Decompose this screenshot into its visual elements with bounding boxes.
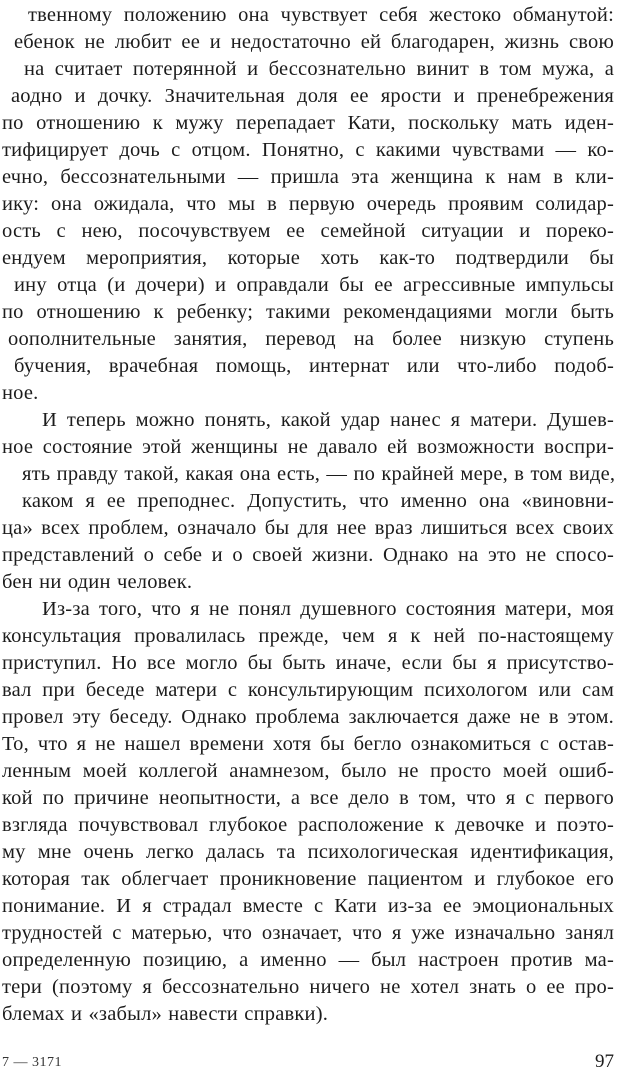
text-line: То, что я не нашел времени хотя бы бегло ознакомиться с остав- [2,733,614,755]
text-line: твенному положению она чувствует себя жестоко обманутой: [28,4,614,26]
text-line: блемах и «забыл» навести справки). [2,1003,329,1025]
text-line: му мне очень легко далась та психологическая идентификация, [2,841,614,863]
text-line: ендуем мероприятия, которые хоть как-то подтвердили бы [2,247,614,269]
text-line: кой по причине неопытности, а все дело в том, что я с первого [2,787,614,809]
printer-signature: 7 — 3171 [2,1055,62,1070]
text-line: ное. [2,382,39,404]
text-line: оополнительные занятия, перевод на более низкую ступень [8,328,614,350]
text-line: по отношению к ребенку; такими рекомендациями могли быть [2,301,614,323]
text-line: представлений о себе и о своей жизни. Однако на это не спосо- [2,544,614,566]
text-line: ечно, бессознательными — пришла эта женщина к нам в кли- [2,166,614,188]
text-line: тери (поэтому я бессознательно ничего не хотел знать о ее про- [2,976,614,998]
text-line: которая так облегчает проникновение пациентом и глубокое его [2,868,614,890]
text-line: бучения, врачебная помощь, интернат или что-либо подоб- [14,355,614,377]
text-line: по отношению к мужу перепадает Кати, поскольку мать иден- [2,112,614,134]
text-line: взгляда почувствовал глубокое расположение к девочке и поэто- [2,814,614,836]
text-line: вал при беседе матери с консультирующим психологом или сам [2,679,614,701]
text-line: ику: она ожидала, что мы в первую очередь проявим солидар- [2,193,614,215]
text-line: ять правду такой, какая она есть, — по крайней мере, в том виде, [22,463,616,485]
text-line: ное состояние этой женщины не давало ей возможности воспри- [2,436,614,458]
text-line: консультация провалилась прежде, чем я к ней по-настоящему [2,625,614,647]
text-line: каком я ее преподнес. Допустить, что именно она «виновни- [22,490,614,512]
text-line: бен ни один человек. [2,571,193,593]
paragraph-first-line: Из-за того, что я не понял душевного состояния матери, моя [42,598,614,620]
text-line: аодно и дочку. Значительная доля ее ярости и пренебрежения [11,85,614,107]
text-line: на считает потерянной и бессознательно винит в том мужа, а [24,58,614,80]
text-line: ленным моей коллегой анамнезом, было не просто моей ошиб- [2,760,614,782]
text-line: провел эту беседу. Однако проблема заключается даже не в этом. [2,706,614,728]
text-line: ость с нею, посочувствуем ее семейной ситуации и пореко- [2,220,614,242]
text-line: ебенок не любит ее и недостаточно ей благодарен, жизнь свою [14,31,614,53]
text-line: понимание. И я страдал вместе с Кати из-за ее эмоциональных [2,895,614,917]
text-line: тифицирует дочь с отцом. Понятно, с какими чувствами — ко- [2,139,614,161]
text-line: приступил. Но все могло бы быть иначе, если бы я присутство- [2,652,614,674]
text-line: ца» всех проблем, означало бы для нее враз лишиться всех своих [2,517,614,539]
text-line: определенную позицию, а именно — был настроен против ма- [2,949,614,971]
text-line: трудностей с матерью, что означает, что я уже изначально занял [2,922,614,944]
text-line: ину отца (и дочери) и оправдали бы ее агрессивные импульсы [14,274,614,296]
page-number: 97 [595,1051,614,1072]
paragraph-first-line: И теперь можно понять, какой удар нанес я матери. Душев- [42,409,614,431]
